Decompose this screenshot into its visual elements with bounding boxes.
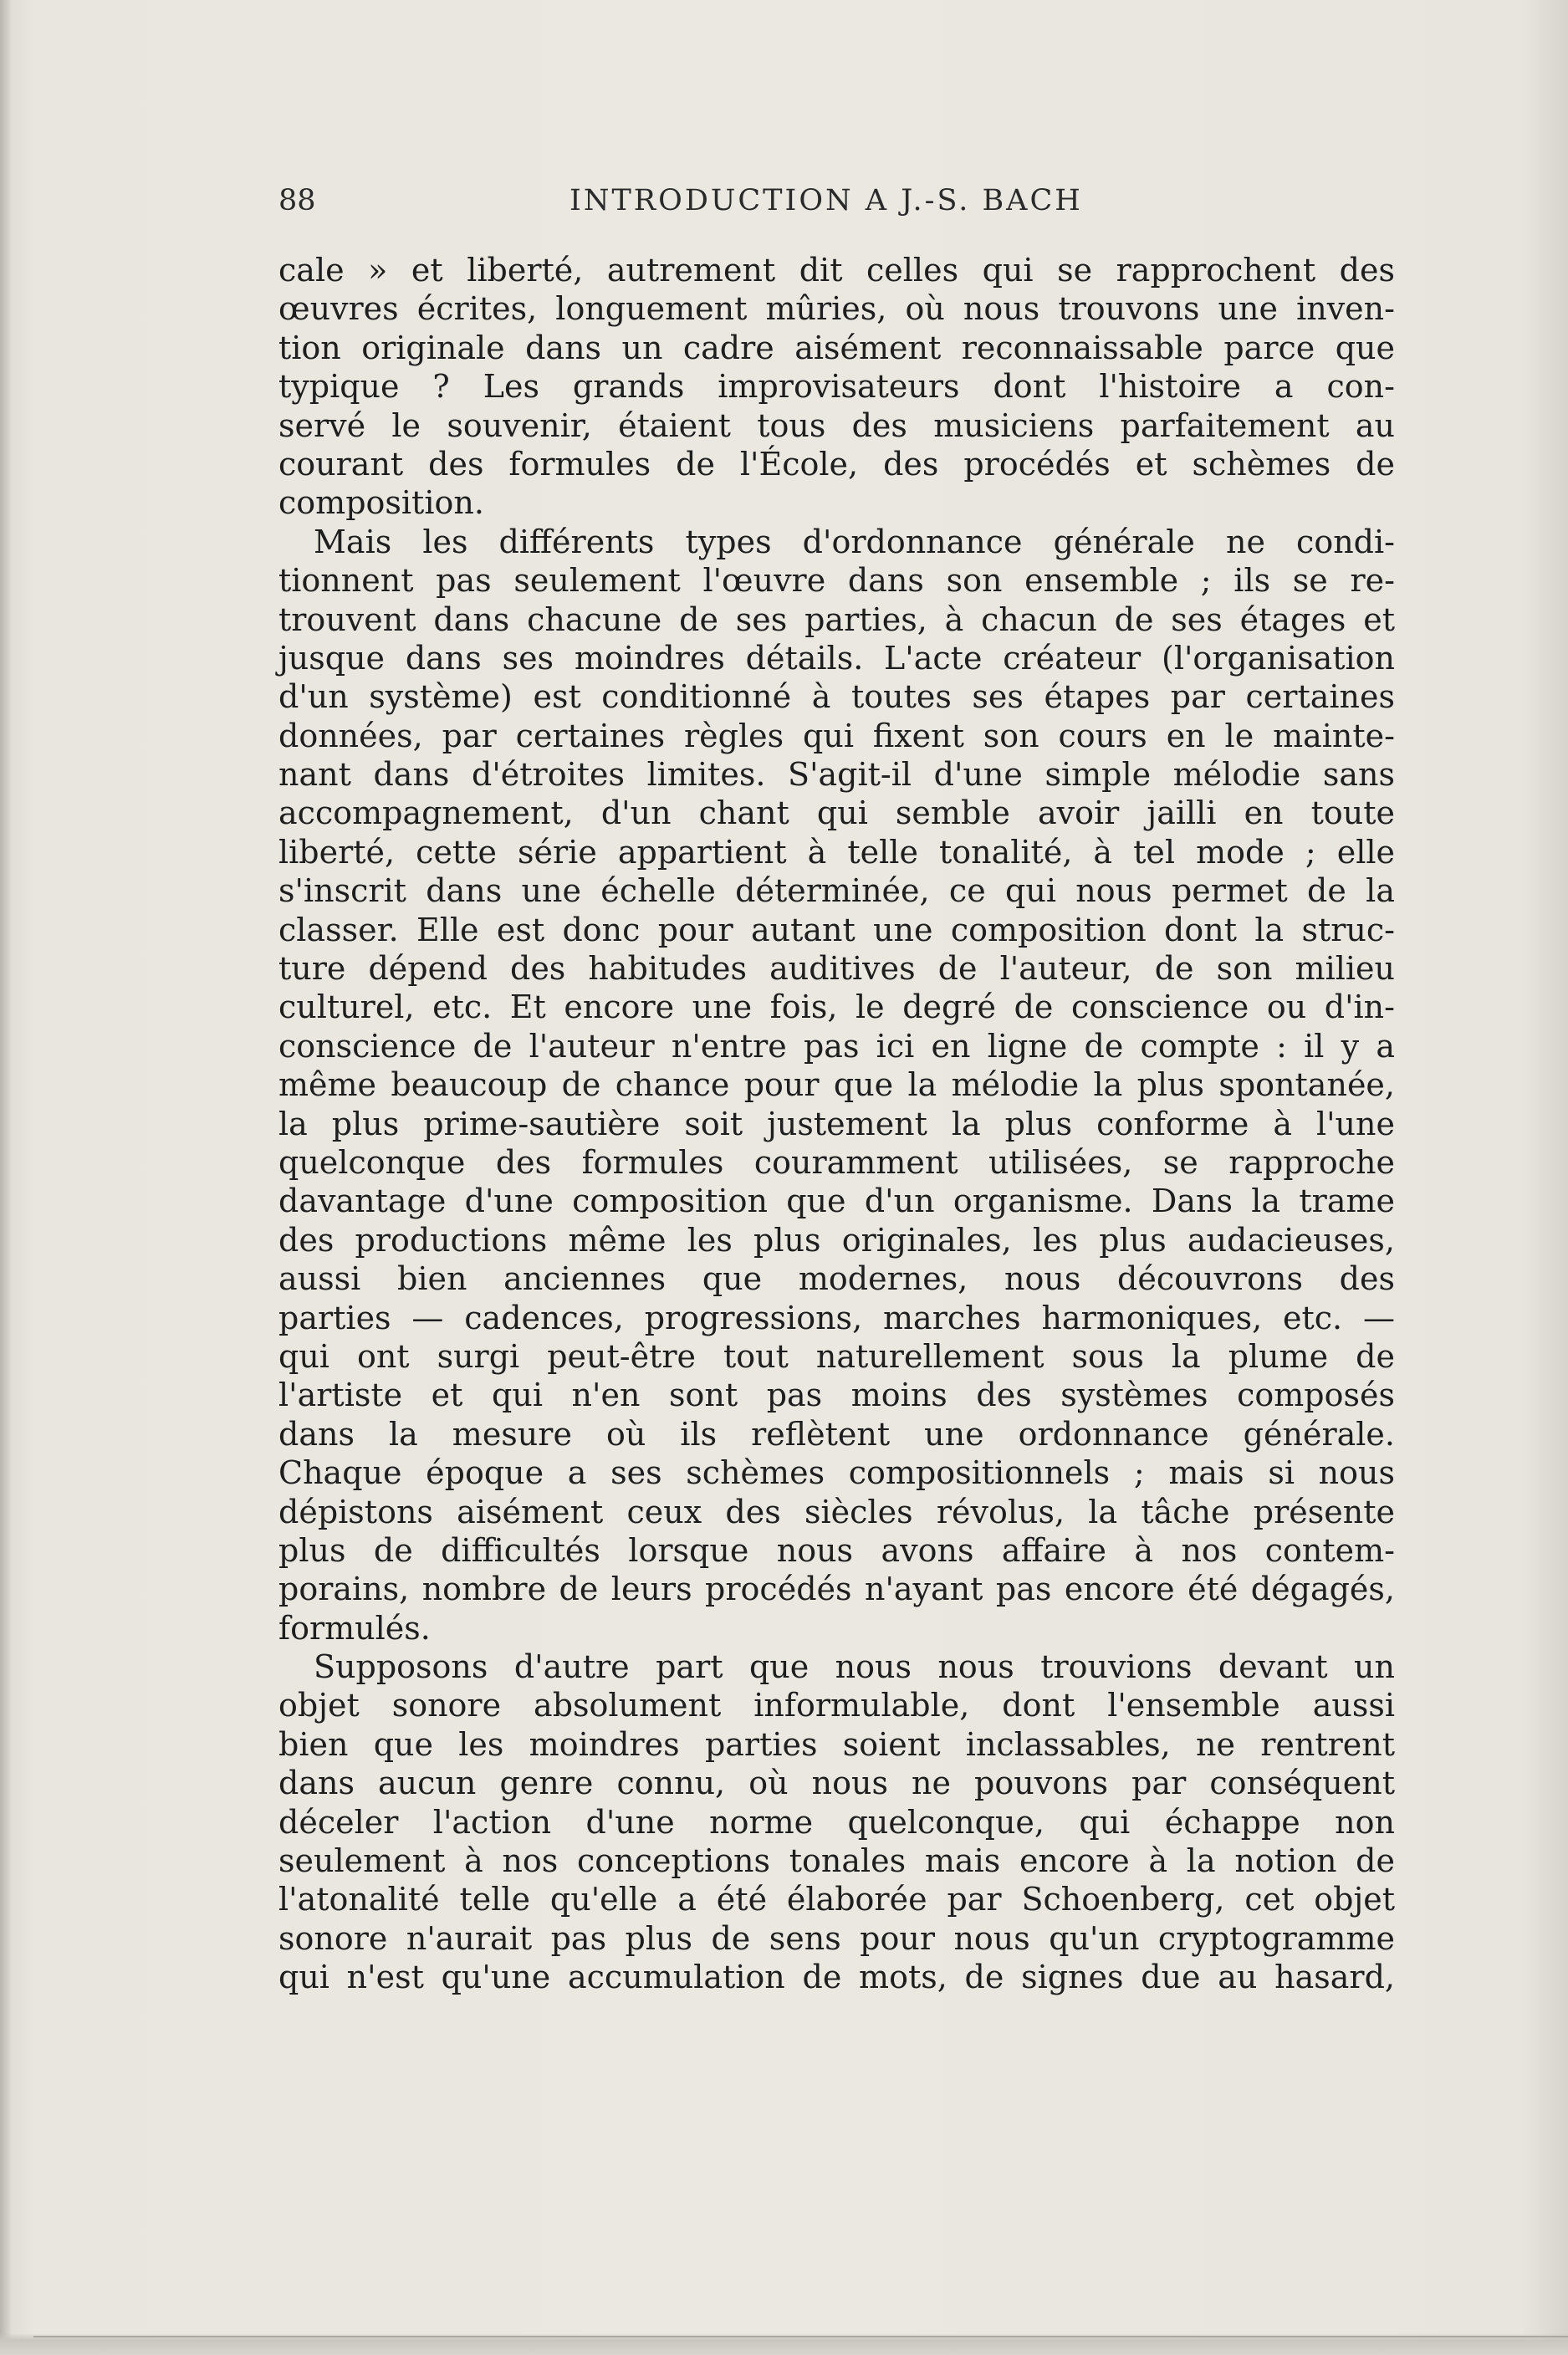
page-bottom-rule: [33, 2336, 1568, 2337]
text-line: qui n'est qu'une accumulation de mots, de signes due au hasard,: [278, 1959, 1395, 1996]
text-line: culturel, etc. Et encore une fois, le degré de conscience ou d'in-: [278, 988, 1395, 1026]
text-line: formulés.: [278, 1609, 431, 1647]
text-line: déceler l'action d'une norme quelconque, qui échappe non: [278, 1803, 1395, 1841]
text-line: s'inscrit dans une échelle déterminée, ce qui nous permet de la: [278, 872, 1395, 910]
text-line: courant des formules de l'École, des procédés et schèmes de: [278, 445, 1395, 483]
page-number: 88: [278, 184, 316, 217]
text-line: Mais les différents types d'ordonnance générale ne condi-: [314, 523, 1395, 560]
body-text: [278, 251, 1395, 1997]
running-header: [278, 179, 1395, 222]
running-title: INTRODUCTION A J.-S. BACH: [569, 184, 1083, 217]
text-line: la plus prime-sautière soit justement la plus conforme à l'une: [278, 1105, 1395, 1142]
text-line: jusque dans ses moindres détails. L'acte créateur (l'organisation: [278, 639, 1395, 677]
text-line: trouvent dans chacune de ses parties, à chacun de ses étages et: [278, 600, 1395, 638]
text-line: porains, nombre de leurs procédés n'ayant pas encore été dégagés,: [278, 1571, 1395, 1608]
text-line: sonore n'aurait pas plus de sens pour nous qu'un cryptogramme: [278, 1919, 1395, 1957]
text-line: ture dépend des habitudes auditives de l'auteur, de son milieu: [278, 950, 1395, 988]
text-line: bien que les moindres parties soient inclassables, ne rentrent: [278, 1725, 1395, 1763]
text-line: des productions même les plus originales, les plus audacieuses,: [278, 1221, 1395, 1259]
text-line: tion originale dans un cadre aisément reconnaissable parce que: [278, 329, 1395, 366]
text-line: servé le souvenir, étaient tous des musiciens parfaitement au: [278, 406, 1395, 444]
text-line: objet sonore absolument informulable, dont l'ensemble aussi: [278, 1687, 1395, 1724]
text-line: conscience de l'auteur n'entre pas ici en ligne de compte : il y a: [278, 1027, 1395, 1065]
text-line: l'artiste et qui n'en sont pas moins des systèmes composés: [278, 1377, 1395, 1414]
text-line: aussi bien anciennes que modernes, nous découvrons des: [278, 1260, 1395, 1298]
text-line: accompagnement, d'un chant qui semble avoir jailli en toute: [278, 794, 1395, 832]
text-line: dans la mesure où ils reflètent une ordonnance générale.: [278, 1415, 1395, 1453]
text-line: même beaucoup de chance pour que la mélodie la plus spontanée,: [278, 1066, 1395, 1104]
text-line: nant dans d'étroites limites. S'agit-il d'une simple mélodie sans: [278, 756, 1395, 794]
text-line: seulement à nos conceptions tonales mais encore à la notion de: [278, 1842, 1395, 1880]
text-line: qui ont surgi peut-être tout naturellement sous la plume de: [278, 1337, 1395, 1375]
text-line: classer. Elle est donc pour autant une composition dont la struc-: [278, 911, 1395, 948]
text-line: typique ? Les grands improvisateurs dont l'histoire a con-: [278, 368, 1395, 406]
text-line: données, par certaines règles qui fixent son cours en le mainte-: [278, 717, 1395, 754]
text-line: quelconque des formules couramment utilisées, se rapproche: [278, 1143, 1395, 1181]
text-line: Supposons d'autre part que nous nous trouvions devant un: [314, 1648, 1395, 1686]
text-line: cale » et liberté, autrement dit celles qui se rapprochent des: [278, 252, 1395, 289]
text-line: Chaque époque a ses schèmes compositionnels ; mais si nous: [278, 1454, 1395, 1492]
text-line: l'atonalité telle qu'elle a été élaborée par Schoenberg, cet objet: [278, 1881, 1395, 1918]
text-line: liberté, cette série appartient à telle tonalité, à tel mode ; elle: [278, 833, 1395, 871]
text-line: d'un système) est conditionné à toutes ses étapes par certaines: [278, 678, 1395, 716]
text-line: dans aucun genre connu, où nous ne pouvons par conséquent: [278, 1765, 1395, 1802]
spine-shadow: [0, 0, 12, 2355]
text-line: parties — cadences, progressions, marches harmoniques, etc. —: [278, 1299, 1395, 1336]
text-line: composition.: [278, 484, 484, 522]
text-line: davantage d'une composition que d'un organisme. Dans la trame: [278, 1183, 1395, 1220]
text-line: dépistons aisément ceux des siècles révolus, la tâche présente: [278, 1493, 1395, 1530]
text-line: œuvres écrites, longuement mûries, où nous trouvons une inven-: [278, 290, 1395, 328]
text-line: tionnent pas seulement l'œuvre dans son ensemble ; ils se re-: [278, 562, 1395, 600]
text-line: plus de difficultés lorsque nous avons affaire à nos contem-: [278, 1531, 1395, 1569]
